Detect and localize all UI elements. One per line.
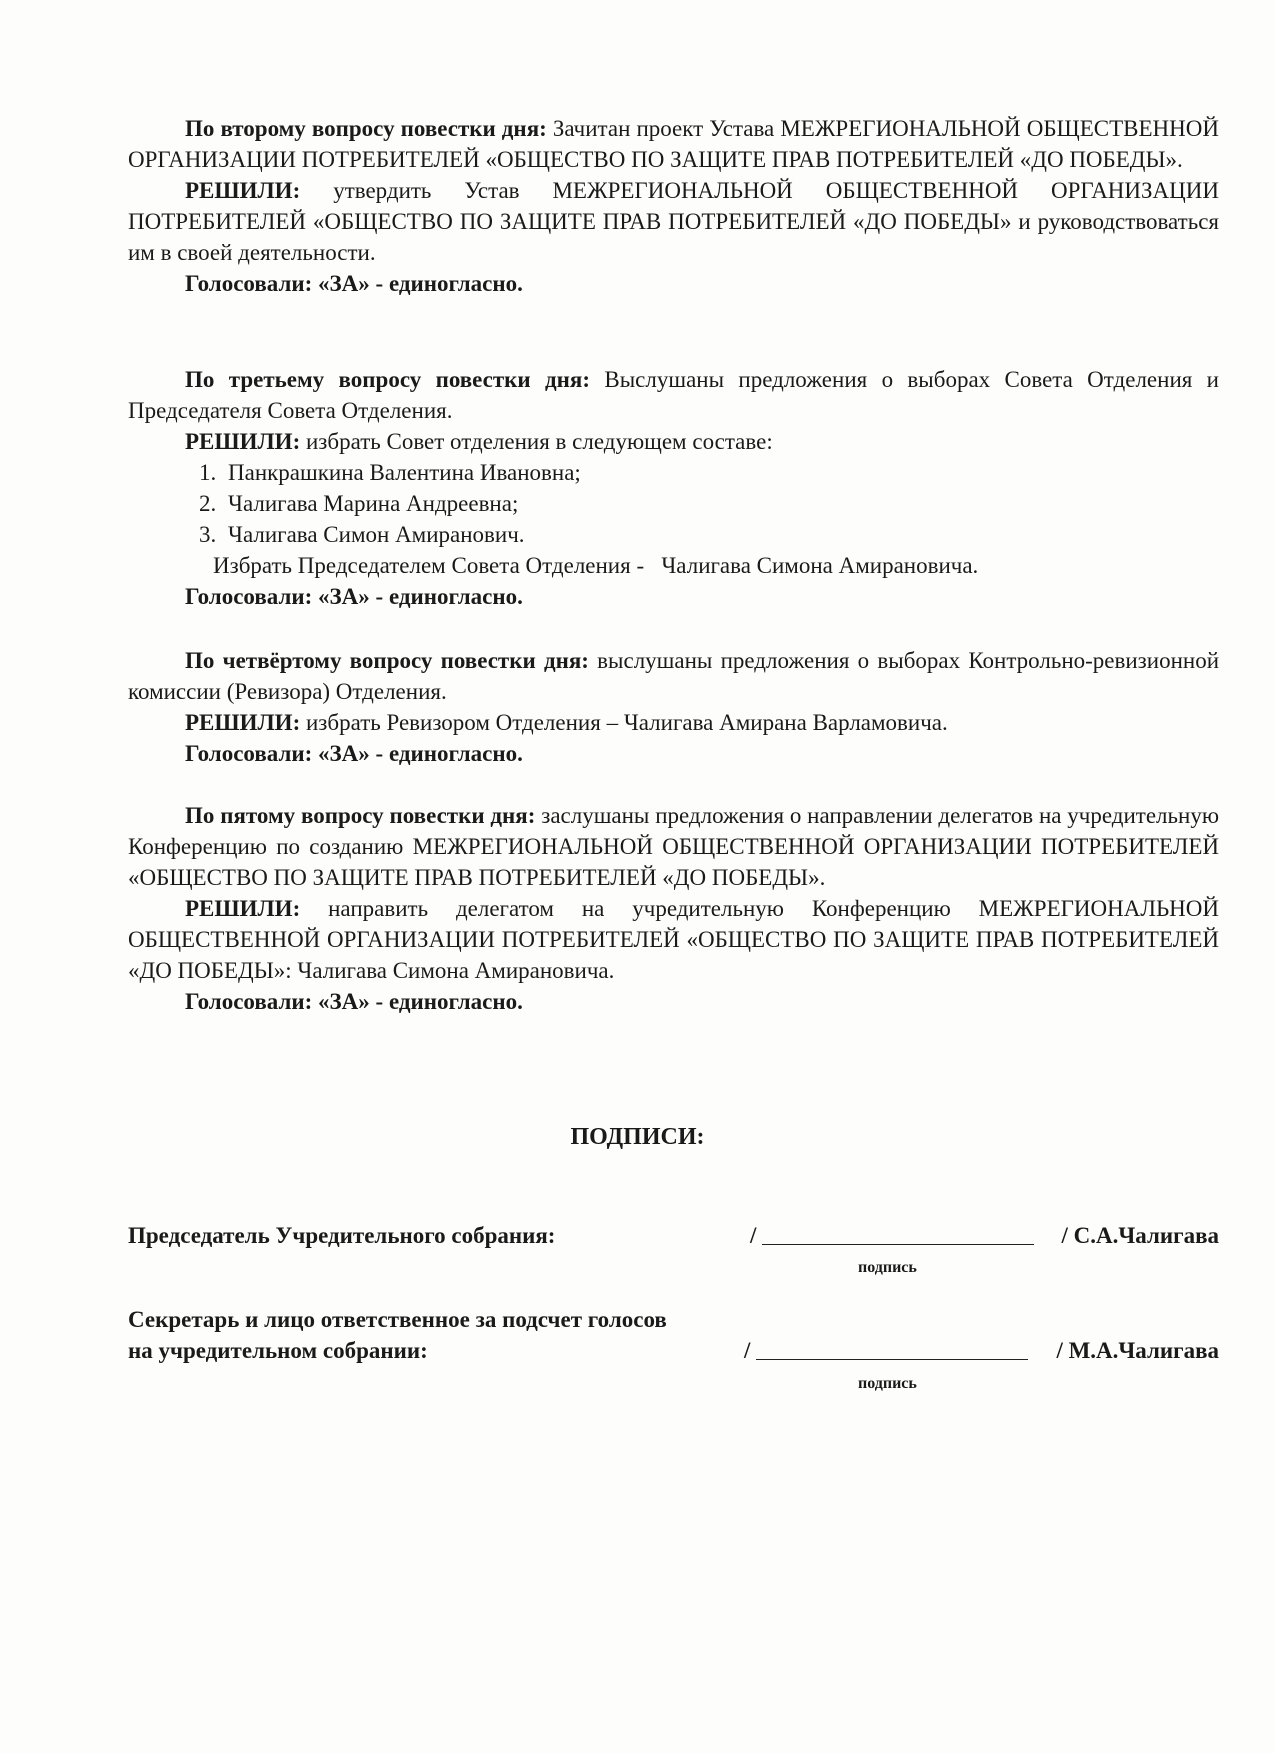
question-2-paragraph	[128, 113, 1219, 175]
list-item: 2. Чалигава Марина Андреевна;	[222, 488, 1219, 519]
question-3-paragraph	[128, 364, 1219, 426]
signature-line	[762, 1222, 1034, 1245]
list-item: 3. Чалигава Симон Амиранович.	[222, 519, 1219, 550]
signature-line	[756, 1337, 1028, 1360]
decided-label: РЕШИЛИ:	[185, 710, 301, 735]
secretary-role-line1: Секретарь и лицо ответственное за подсчет голосов	[128, 1307, 667, 1332]
decision-text: направить делегатом на учредительную Конференцию МЕЖРЕГИОНАЛЬНОЙ ОБЩЕСТВЕННОЙ ОРГАНИЗАЦИИ ПОТРЕБИТЕЛЕЙ «ОБЩЕСТВО ПО ЗАЩИТЕ ПРАВ ПОТРЕБИТЕЛЕЙ «ДО ПОБЕДЫ»: Чалигава Симона Амирановича.	[128, 896, 1219, 983]
question-2-text: Зачитан проект Устава МЕЖРЕГИОНАЛЬНОЙ ОБЩЕСТВЕННОЙ ОРГАНИЗАЦИИ ПОТРЕБИТЕЛЕЙ «ОБЩЕСТВО ПО ЗАЩИТЕ ПРАВ ПОТРЕБИТЕЛЕЙ «ДО ПОБЕДЫ».	[128, 116, 1219, 172]
vote-result: Голосовали: «ЗА» - единогласно.	[185, 989, 523, 1014]
question-3-heading: По третьему вопросу повестки дня:	[185, 367, 591, 392]
question-5-text: заслушаны предложения о направлении делегатов на учредительную Конференцию по созданию МЕЖРЕГИОНАЛЬНОЙ ОБЩЕСТВЕННОЙ ОРГАНИЗАЦИИ ПОТРЕБИТЕЛЕЙ «ОБЩЕСТВО ПО ЗАЩИТЕ ПРАВ ПОТРЕБИТЕЛЕЙ «ДО ПОБЕДЫ».	[128, 803, 1219, 890]
slash: /	[744, 1338, 751, 1363]
secretary-name: / М.А.Чалигава	[1056, 1338, 1219, 1363]
question-5-paragraph	[128, 800, 1219, 893]
question-4-paragraph	[128, 645, 1219, 707]
council-members-list	[128, 457, 1219, 550]
vote-result: Голосовали: «ЗА» - единогласно.	[185, 584, 523, 609]
decided-label: РЕШИЛИ:	[185, 429, 301, 454]
decision-text: избрать Ревизором Отделения – Чалигава Амирана Варламовича.	[300, 710, 948, 735]
chair-signature-row	[128, 1220, 1219, 1280]
question-4-text: выслушаны предложения о выборах Контрольно-ревизионной комиссии (Ревизора) Отделения.	[128, 648, 1219, 704]
question-3-text: Выслушаны предложения о выборах Совета Отделения и Председателя Совета Отделения.	[128, 367, 1219, 423]
vote-result: Голосовали: «ЗА» - единогласно.	[185, 741, 523, 766]
question-2-heading: По второму вопросу повестки дня:	[185, 116, 547, 141]
vote-result: Голосовали: «ЗА» - единогласно.	[185, 271, 523, 296]
chair-name: / С.А.Чалигава	[1061, 1223, 1219, 1248]
question-3-section	[128, 364, 1219, 612]
question-4-section	[128, 645, 1219, 769]
question-4-decision	[128, 707, 1219, 738]
decision-text: утвердить Устав МЕЖРЕГИОНАЛЬНОЙ ОБЩЕСТВЕННОЙ ОРГАНИЗАЦИИ ПОТРЕБИТЕЛЕЙ «ОБЩЕСТВО ПО ЗАЩИТЕ ПРАВ ПОТРЕБИТЕЛЕЙ «ДО ПОБЕДЫ» и руководствоваться им в своей деятельности.	[128, 178, 1219, 265]
question-5-decision	[128, 893, 1219, 986]
slash: /	[750, 1223, 757, 1248]
signature-caption: подпись	[858, 1259, 917, 1276]
decided-label: РЕШИЛИ:	[185, 896, 301, 921]
question-4-heading: По четвёртому вопросу повестки дня:	[185, 648, 589, 673]
question-2-section	[128, 113, 1219, 299]
secretary-role-line2: на учредительном собрании:	[128, 1338, 428, 1363]
question-5-section	[128, 800, 1219, 1017]
question-2-decision	[128, 175, 1219, 268]
signatures-title: ПОДПИСИ:	[570, 1124, 705, 1150]
question-3-decision	[128, 426, 1219, 457]
question-5-heading: По пятому вопросу повестки дня:	[185, 803, 536, 828]
secretary-signature-row	[128, 1304, 1219, 1394]
chair-role: Председатель Учредительного собрания:	[128, 1223, 556, 1248]
signature-caption: подпись	[858, 1375, 917, 1392]
decided-label: РЕШИЛИ:	[185, 178, 301, 203]
list-item: 1. Панкрашкина Валентина Ивановна;	[222, 457, 1219, 488]
chair-election: Избрать Председателем Совета Отделения - Чалигава Симона Амирановича.	[213, 553, 979, 578]
decision-text: избрать Совет отделения в следующем составе:	[300, 429, 773, 454]
